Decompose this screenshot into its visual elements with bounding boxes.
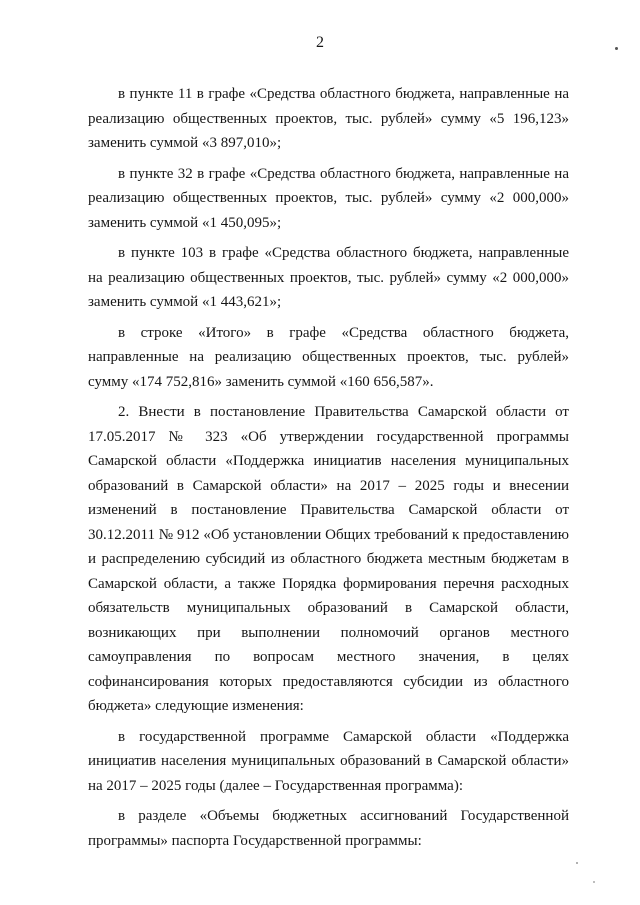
paragraph-item-32: в пункте 32 в графе «Средства областного бюджета, направленные на реализацию общественных проектов, тыс. рублей» сумму «2 000,000» заменить суммой «1 450,095»; — [88, 165, 569, 231]
paragraph-budget-section: в разделе «Объемы бюджетных ассигнований Государственной программы» паспорта Государственной программы: — [88, 808, 569, 849]
page-number: 2 — [316, 34, 324, 51]
paragraph-item-103: в пункте 103 в графе «Средства областного бюджета, направленные на реализацию общественных проектов, тыс. рублей» сумму «2 000,000» заменить суммой «1 443,621»; — [88, 245, 569, 310]
paragraph-section-2: 2. Внести в постановление Правительства Самарской области от 17.05.2017 № 323 «Об утверждении государственной программы Самарской области «Поддержка инициатив населения муниципальных образований в Самарской области» на 2017 – 2025 годы и внесении изменений в постановление Правительства Самарской области от 30.12.2011 № 912 «Об установлении Общих требований к предоставлению и распределению субсидий из областного бюджета местным бюджетам в Самарской области, а также Порядка формирования перечня расходных обязательств муниципальных образований в Самарской области, возникающих при выполнении полномочий органов местного самоуправления по вопросам местного значения, в целях софинансирования которых предоставляются субсидии из областного бюджета» следующие изменения: — [88, 404, 569, 714]
paragraph-total-row: в строке «Итого» в графе «Средства областного бюджета, направленные на реализацию общественных проектов, тыс. рублей» сумму «174 752,816» заменить суммой «160 656,587». — [88, 324, 569, 390]
document-body — [88, 82, 569, 853]
scan-speck — [615, 47, 618, 50]
scan-speck — [576, 862, 578, 864]
paragraph-state-program: в государственной программе Самарской области «Поддержка инициатив населения муниципальных образований в Самарской области» на 2017 – 2025 годы (далее – Государственная программа): — [88, 728, 569, 794]
paragraph-item-11: в пункте 11 в графе «Средства областного бюджета, направленные на реализацию общественных проектов, тыс. рублей» сумму «5 196,123» заменить суммой «3 897,010»; — [88, 86, 569, 151]
scan-speck — [593, 881, 595, 883]
